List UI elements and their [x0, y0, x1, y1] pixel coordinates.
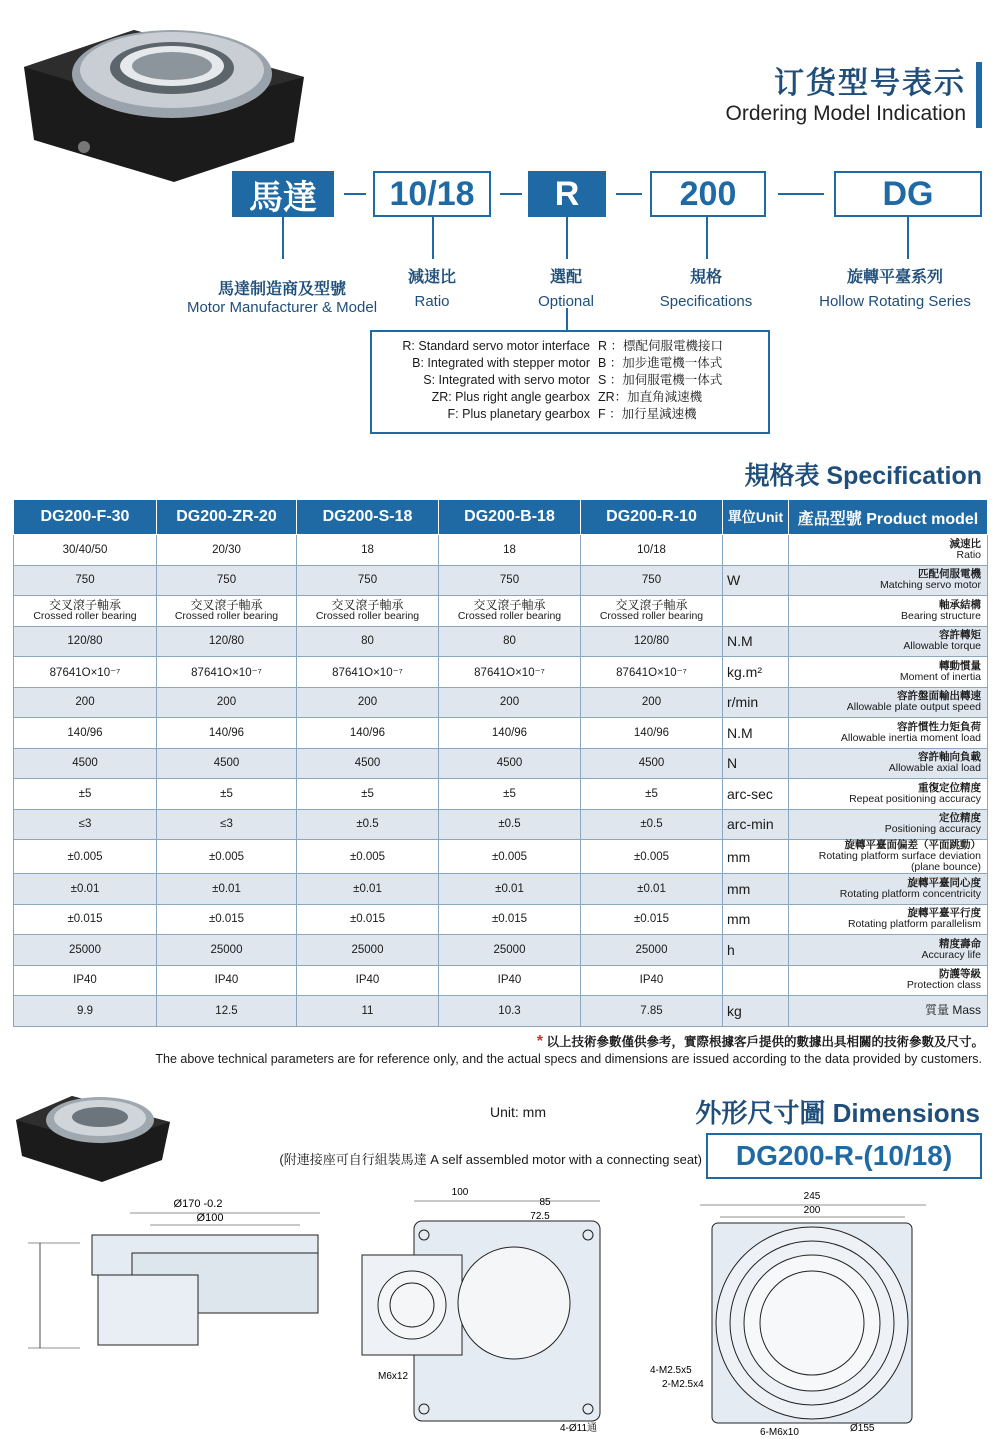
spec-body [14, 535, 988, 1027]
spec-row [14, 657, 988, 688]
spec-row [14, 535, 988, 566]
spec-cell: IP40 [581, 965, 723, 996]
option-en: S: Integrated with servo motor [423, 373, 590, 387]
spec-unit: kg.m² [723, 657, 789, 688]
spec-cell: 80 [439, 626, 581, 657]
spec-row [14, 996, 988, 1027]
spec-cell: 87641O×10⁻⁷ [297, 657, 439, 688]
spec-unit: N [723, 748, 789, 779]
spec-cell: 750 [581, 565, 723, 596]
option-row [382, 338, 758, 355]
option-en: B: Integrated with stepper motor [412, 356, 590, 370]
product-photo-top [14, 22, 304, 182]
spec-param-name: 容許軸向負載 Allowable axial load [789, 748, 988, 779]
unit-label: Unit: mm [490, 1104, 546, 1120]
dim-label: Ø100 [196, 1212, 224, 1224]
label-motor [172, 276, 392, 316]
spec-cell: ±0.015 [297, 904, 439, 935]
spec-param-name: 防護等級 Protection class [789, 965, 988, 996]
spec-cell: 20/30 [157, 535, 297, 566]
spec-cell: ±5 [14, 779, 157, 810]
spec-row [14, 809, 988, 840]
ordering-title-cn: 订货型号表示 [774, 67, 966, 100]
spec-unit: mm [723, 840, 789, 874]
spec-cell: 交叉滾子軸承 Crossed roller bearing [14, 596, 157, 627]
option-cn: R ：標配伺服電機接口 [598, 339, 724, 353]
dim-label: 72.5 [530, 1211, 550, 1222]
dim-label: Ø170 -0.2 [173, 1198, 223, 1210]
spec-param-name: 容許盤面輸出轉速 Allowable plate output speed [789, 687, 988, 718]
spec-param-name: 容許慣性力矩負荷 Allowable inertia moment load [789, 718, 988, 749]
label-optional-en: Optional [538, 293, 594, 310]
spec-cell: 4500 [157, 748, 297, 779]
option-en: F: Plus planetary gearbox [447, 407, 590, 421]
spec-cell: 750 [439, 565, 581, 596]
front-view [362, 1201, 600, 1421]
spec-param-name: 減速比 Ratio [789, 535, 988, 566]
label-spec-en: Specifications [659, 293, 753, 310]
option-row [382, 389, 758, 406]
dim-label: 2-M2.5x4 [662, 1379, 704, 1390]
spec-param-name: 定位精度 Positioning accuracy [789, 809, 988, 840]
spec-row [14, 965, 988, 996]
spec-unit: h [723, 935, 789, 966]
spec-cell: ≤3 [14, 809, 157, 840]
spec-cell: ±0.005 [439, 840, 581, 874]
spec-cell: 4500 [439, 748, 581, 779]
spec-row [14, 779, 988, 810]
spec-table [13, 499, 988, 1027]
spec-cell: 120/80 [157, 626, 297, 657]
label-ratio [382, 264, 482, 310]
spec-cell: ±0.005 [14, 840, 157, 874]
spec-unit: kg [723, 996, 789, 1027]
label-motor-cn: 馬達制造商及型號 [217, 281, 346, 298]
spec-row [14, 874, 988, 905]
spec-cell: ±0.5 [297, 809, 439, 840]
spec-note-en: The above technical parameters are for reference only, and the actual specs and dimensions are issued according to the data provided by customers. [155, 1052, 982, 1066]
spec-row [14, 718, 988, 749]
note-cn-text: 以上技術參數僅供參考，實際根據客戶提供的數據出具相關的技術參數及尺寸。 [546, 1035, 984, 1049]
spec-unit: arc-min [723, 809, 789, 840]
spec-cell: 140/96 [157, 718, 297, 749]
code-ratio: 10/18 [373, 171, 491, 217]
spec-param-name: 轉動慣量 Moment of inertia [789, 657, 988, 688]
spec-unit: mm [723, 904, 789, 935]
connector-line [566, 217, 568, 259]
spec-cell: 25000 [297, 935, 439, 966]
dimensions-title: 外形尺寸圖 Dimensions [695, 1098, 980, 1128]
label-optional-cn: 選配 [549, 269, 582, 286]
ordering-title-en: Ordering Model Indication [725, 102, 966, 125]
connector-line [706, 217, 708, 259]
spec-cell: 4500 [14, 748, 157, 779]
spec-row [14, 687, 988, 718]
spec-cell: 750 [157, 565, 297, 596]
spec-cell: ±0.01 [581, 874, 723, 905]
spec-cell: 25000 [14, 935, 157, 966]
label-spec-cn: 規格 [689, 269, 722, 286]
spec-unit: N.M [723, 718, 789, 749]
spec-row [14, 565, 988, 596]
spec-cell: 200 [297, 687, 439, 718]
dim-model-box: DG200-R-(10/18) [706, 1133, 982, 1179]
spec-cell: ±0.01 [14, 874, 157, 905]
note-marker: * [536, 1033, 543, 1050]
product-photo-bottom [12, 1090, 172, 1182]
spec-cell: ±0.015 [157, 904, 297, 935]
spec-note-cn [184, 1032, 984, 1051]
spec-param-name: 旋轉平臺平行度 Rotating platform parallelism [789, 904, 988, 935]
header-cell: DG200-B-18 [439, 500, 581, 535]
spec-cell: 4500 [297, 748, 439, 779]
header-cell: DG200-R-10 [581, 500, 723, 535]
spec-header-row [14, 500, 988, 535]
spec-cell: 750 [297, 565, 439, 596]
spec-unit [723, 535, 789, 566]
options-table [370, 330, 770, 434]
header-cell: 產品型號 Product model [789, 500, 988, 535]
code-motor: 馬達 [232, 171, 334, 217]
spec-cell: 18 [439, 535, 581, 566]
code-spec: 200 [650, 171, 766, 217]
spec-cell: 10.3 [439, 996, 581, 1027]
spec-table-wrap [13, 499, 988, 1027]
dimension-drawings [0, 1183, 1000, 1439]
spec-param-name: 旋轉平臺同心度 Rotating platform concentricity [789, 874, 988, 905]
separator-dash [616, 193, 642, 195]
spec-cell: 200 [439, 687, 581, 718]
header-cell: DG200-ZR-20 [157, 500, 297, 535]
spec-cell: 140/96 [297, 718, 439, 749]
spec-cell: ±0.5 [581, 809, 723, 840]
spec-row [14, 840, 988, 874]
spec-cell: ±5 [297, 779, 439, 810]
spec-param-name: 精度壽命 Accuracy life [789, 935, 988, 966]
spec-cell: 140/96 [581, 718, 723, 749]
separator-dash [778, 193, 824, 195]
separator-dash [500, 193, 522, 195]
spec-unit: mm [723, 874, 789, 905]
spec-cell: 7.85 [581, 996, 723, 1027]
spec-cell: 12.5 [157, 996, 297, 1027]
spec-cell: 25000 [157, 935, 297, 966]
dim-label: 6-M6x10 [760, 1427, 799, 1438]
spec-cell: ±0.005 [581, 840, 723, 874]
dim-label: M6x12 [378, 1371, 409, 1382]
dim-label: 4-M2.5x5 [650, 1365, 692, 1376]
spec-param-name: 重復定位精度 Repeat positioning accuracy [789, 779, 988, 810]
label-ratio-cn: 減速比 [407, 269, 456, 286]
spec-cell: ±0.015 [581, 904, 723, 935]
spec-cell: 87641O×10⁻⁷ [581, 657, 723, 688]
spec-row [14, 748, 988, 779]
separator-dash [344, 193, 366, 195]
spec-param-name: 質量 Mass [789, 996, 988, 1027]
spec-cell: ±5 [581, 779, 723, 810]
dim-label: 245 [803, 1191, 821, 1202]
connector-line [907, 217, 909, 259]
spec-cell: 9.9 [14, 996, 157, 1027]
spec-cell: 200 [157, 687, 297, 718]
label-series [800, 264, 990, 310]
dim-label: 100 [451, 1187, 469, 1198]
label-optional [516, 264, 616, 310]
spec-cell: 10/18 [581, 535, 723, 566]
option-cn: S ：加伺服電機一体式 [598, 373, 723, 387]
spec-unit [723, 596, 789, 627]
spec-cell: 200 [14, 687, 157, 718]
title-accent-bar [976, 62, 982, 128]
connector-line [566, 308, 568, 330]
side-view [28, 1213, 320, 1348]
spec-title: 規格表 Specification [744, 462, 982, 490]
option-row [382, 372, 758, 389]
option-row [382, 406, 758, 423]
spec-cell: 11 [297, 996, 439, 1027]
connector-line [432, 217, 434, 259]
spec-cell: IP40 [439, 965, 581, 996]
top-view [700, 1205, 926, 1423]
spec-row [14, 904, 988, 935]
spec-cell: 87641O×10⁻⁷ [14, 657, 157, 688]
label-ratio-en: Ratio [414, 293, 450, 310]
spec-cell: 140/96 [14, 718, 157, 749]
option-cn: B ：加步進電機一体式 [598, 356, 723, 370]
label-series-en: Hollow Rotating Series [819, 293, 971, 310]
label-spec [636, 264, 776, 310]
spec-cell: 交叉滾子軸承 Crossed roller bearing [581, 596, 723, 627]
spec-cell: ±0.005 [157, 840, 297, 874]
spec-cell: 120/80 [581, 626, 723, 657]
spec-param-name: 軸承結構 Bearing structure [789, 596, 988, 627]
spec-row [14, 935, 988, 966]
spec-row [14, 596, 988, 627]
spec-param-name: 匹配伺服電機 Matching servo motor [789, 565, 988, 596]
spec-cell: ±0.015 [14, 904, 157, 935]
spec-param-name: 旋轉平臺面偏差（平面跳動） Rotating platform surface deviation (plane bounce) [789, 840, 988, 874]
spec-cell: 30/40/50 [14, 535, 157, 566]
spec-cell: 200 [581, 687, 723, 718]
spec-unit: N.M [723, 626, 789, 657]
spec-unit [723, 965, 789, 996]
spec-cell: 25000 [439, 935, 581, 966]
spec-cell: ±0.5 [439, 809, 581, 840]
spec-cell: ±5 [439, 779, 581, 810]
spec-cell: 80 [297, 626, 439, 657]
spec-cell: 750 [14, 565, 157, 596]
option-cn: F ：加行星減速機 [598, 407, 697, 421]
dim-label: 4-Ø11通 [560, 1423, 598, 1434]
dim-label: 85 [539, 1197, 551, 1208]
spec-cell: 18 [297, 535, 439, 566]
spec-unit: r/min [723, 687, 789, 718]
option-row [382, 355, 758, 372]
dim-note: (附連接座可自行組裝馬達 A self assembled motor with a connecting seat) [279, 1152, 702, 1167]
label-motor-en: Motor Manufacturer & Model [186, 299, 378, 316]
header-cell: DG200-S-18 [297, 500, 439, 535]
spec-cell: 87641O×10⁻⁷ [157, 657, 297, 688]
header-cell: DG200-F-30 [14, 500, 157, 535]
spec-unit: W [723, 565, 789, 596]
spec-cell: 交叉滾子軸承 Crossed roller bearing [297, 596, 439, 627]
option-cn: ZR：加直角減速機 [598, 390, 703, 404]
spec-cell: 4500 [581, 748, 723, 779]
spec-cell: ±0.005 [297, 840, 439, 874]
spec-cell: IP40 [14, 965, 157, 996]
option-en: ZR: Plus right angle gearbox [431, 390, 590, 404]
spec-cell: ±0.01 [297, 874, 439, 905]
spec-cell: 交叉滾子軸承 Crossed roller bearing [439, 596, 581, 627]
spec-row [14, 626, 988, 657]
option-en: R: Standard servo motor interface [402, 339, 590, 353]
label-series-cn: 旋轉平臺系列 [846, 269, 943, 286]
code-series: DG [834, 171, 982, 217]
spec-cell: IP40 [157, 965, 297, 996]
spec-cell: 25000 [581, 935, 723, 966]
dim-label: Ø155 [850, 1423, 875, 1434]
spec-cell: ≤3 [157, 809, 297, 840]
spec-unit: arc-sec [723, 779, 789, 810]
spec-cell: ±0.01 [439, 874, 581, 905]
connector-line [282, 217, 284, 259]
spec-cell: 87641O×10⁻⁷ [439, 657, 581, 688]
spec-cell: ±0.01 [157, 874, 297, 905]
spec-cell: ±5 [157, 779, 297, 810]
spec-param-name: 容許轉矩 Allowable torque [789, 626, 988, 657]
dim-label: 200 [803, 1205, 821, 1216]
header-cell: 單位Unit [723, 500, 789, 535]
spec-cell: 120/80 [14, 626, 157, 657]
spec-cell: IP40 [297, 965, 439, 996]
spec-cell: 交叉滾子軸承 Crossed roller bearing [157, 596, 297, 627]
code-optional: R [528, 171, 606, 217]
spec-cell: 140/96 [439, 718, 581, 749]
spec-cell: ±0.015 [439, 904, 581, 935]
